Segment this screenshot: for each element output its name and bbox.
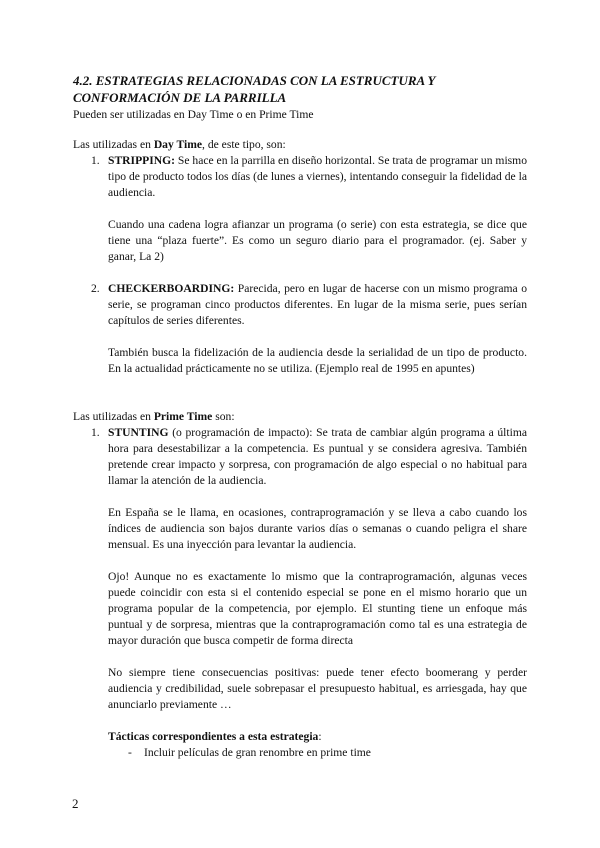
stunting-paragraph: STUNTING (o programación de impacto): Se trata de cambiar algún programa a última hora para desestabilizar a la competencia. Es puntual y se considera agresiva. También pretende crear impacto y sorpresa, con programación de algo especial o no habitual para llamar la atención de la audiencia. [108, 426, 527, 487]
checkerboarding-extra-paragraph: También busca la fidelización de la audiencia desde la serialidad de un tipo de producto. En la actualidad prácticamente no se utiliza. (Ejemplo real de 1995 en apuntes) [108, 346, 527, 375]
checkerboarding-term: CHECKERBOARDING: [108, 282, 235, 295]
stunting-term: STUNTING [108, 426, 169, 439]
prime-time-intro: Las utilizadas en Prime Time son: [73, 410, 235, 423]
section-heading [73, 72, 533, 106]
section-title-line-2: CONFORMACIÓN DE LA PARRILLA [73, 90, 287, 105]
tactic-item: Incluir películas de gran renombre en prime time [144, 746, 371, 759]
stripping-extra-paragraph: Cuando una cadena logra afianzar un programa (o serie) con esta estrategia, se dice que tiene una “plaza fuerte”. Es como un seguro diario para el programador. (ej. Saber y ganar, La 2) [108, 218, 527, 263]
day-time-intro: Las utilizadas en Day Time, de este tipo, son: [73, 138, 286, 151]
checkerboarding-paragraph: CHECKERBOARDING: Parecida, pero en lugar de hacerse con un mismo programa o serie, se programan cinco productos diferentes. En lugar de la misma serie, pues serían capítulos de series diferentes. [108, 282, 527, 327]
section-subtitle: Pueden ser utilizadas en Day Time o en Prime Time [73, 108, 314, 121]
prime-time-label: Prime Time [153, 410, 213, 423]
stripping-paragraph: STRIPPING: Se hace en la parrilla en diseño horizontal. Se trata de programar un mismo tipo de producto todos los días (de lunes a viernes), intentando conseguir la fidelidad de la audiencia. [108, 154, 527, 199]
list-number: 1. [91, 426, 100, 439]
stunting-consequences-paragraph: No siempre tiene consecuencias positivas: puede tener efecto boomerang y perder audiencia y credibilidad, suele sobrepasar el presupuesto habitual, es arriesgada, hay que anunciarlo previamente … [108, 666, 527, 711]
section-title-line-1: 4.2. ESTRATEGIAS RELACIONADAS CON LA ESTRUCTURA Y [73, 73, 436, 88]
list-number: 1. [91, 154, 100, 167]
day-time-label: Day Time [153, 138, 203, 151]
page-number: 2 [72, 796, 79, 811]
list-number: 2. [91, 282, 100, 295]
stunting-note-paragraph: Ojo! Aunque no es exactamente lo mismo que la contraprogramación, algunas veces puede coincidir con esta si el contenido especial se pone en el mismo horario que un programa popular de la competencia, por ejemplo. El stunting tiene un enfoque más puntual y de sorpresa, mientras que la contraprogramación como tal es una estrategia de mayor duración que busca competir de forma directa [108, 570, 527, 647]
tactics-heading: Tácticas correspondientes a esta estrategia: [108, 730, 322, 743]
stunting-spain-paragraph: En España se le llama, en ocasiones, contraprogramación y se lleva a cabo cuando los índices de audiencia son bajos durante varios días o semanas o cuando peligra el share mensual. Es una inyección para levantar la audiencia. [108, 506, 527, 551]
list-dash: - [128, 746, 132, 759]
stripping-term: STRIPPING: [108, 154, 175, 167]
